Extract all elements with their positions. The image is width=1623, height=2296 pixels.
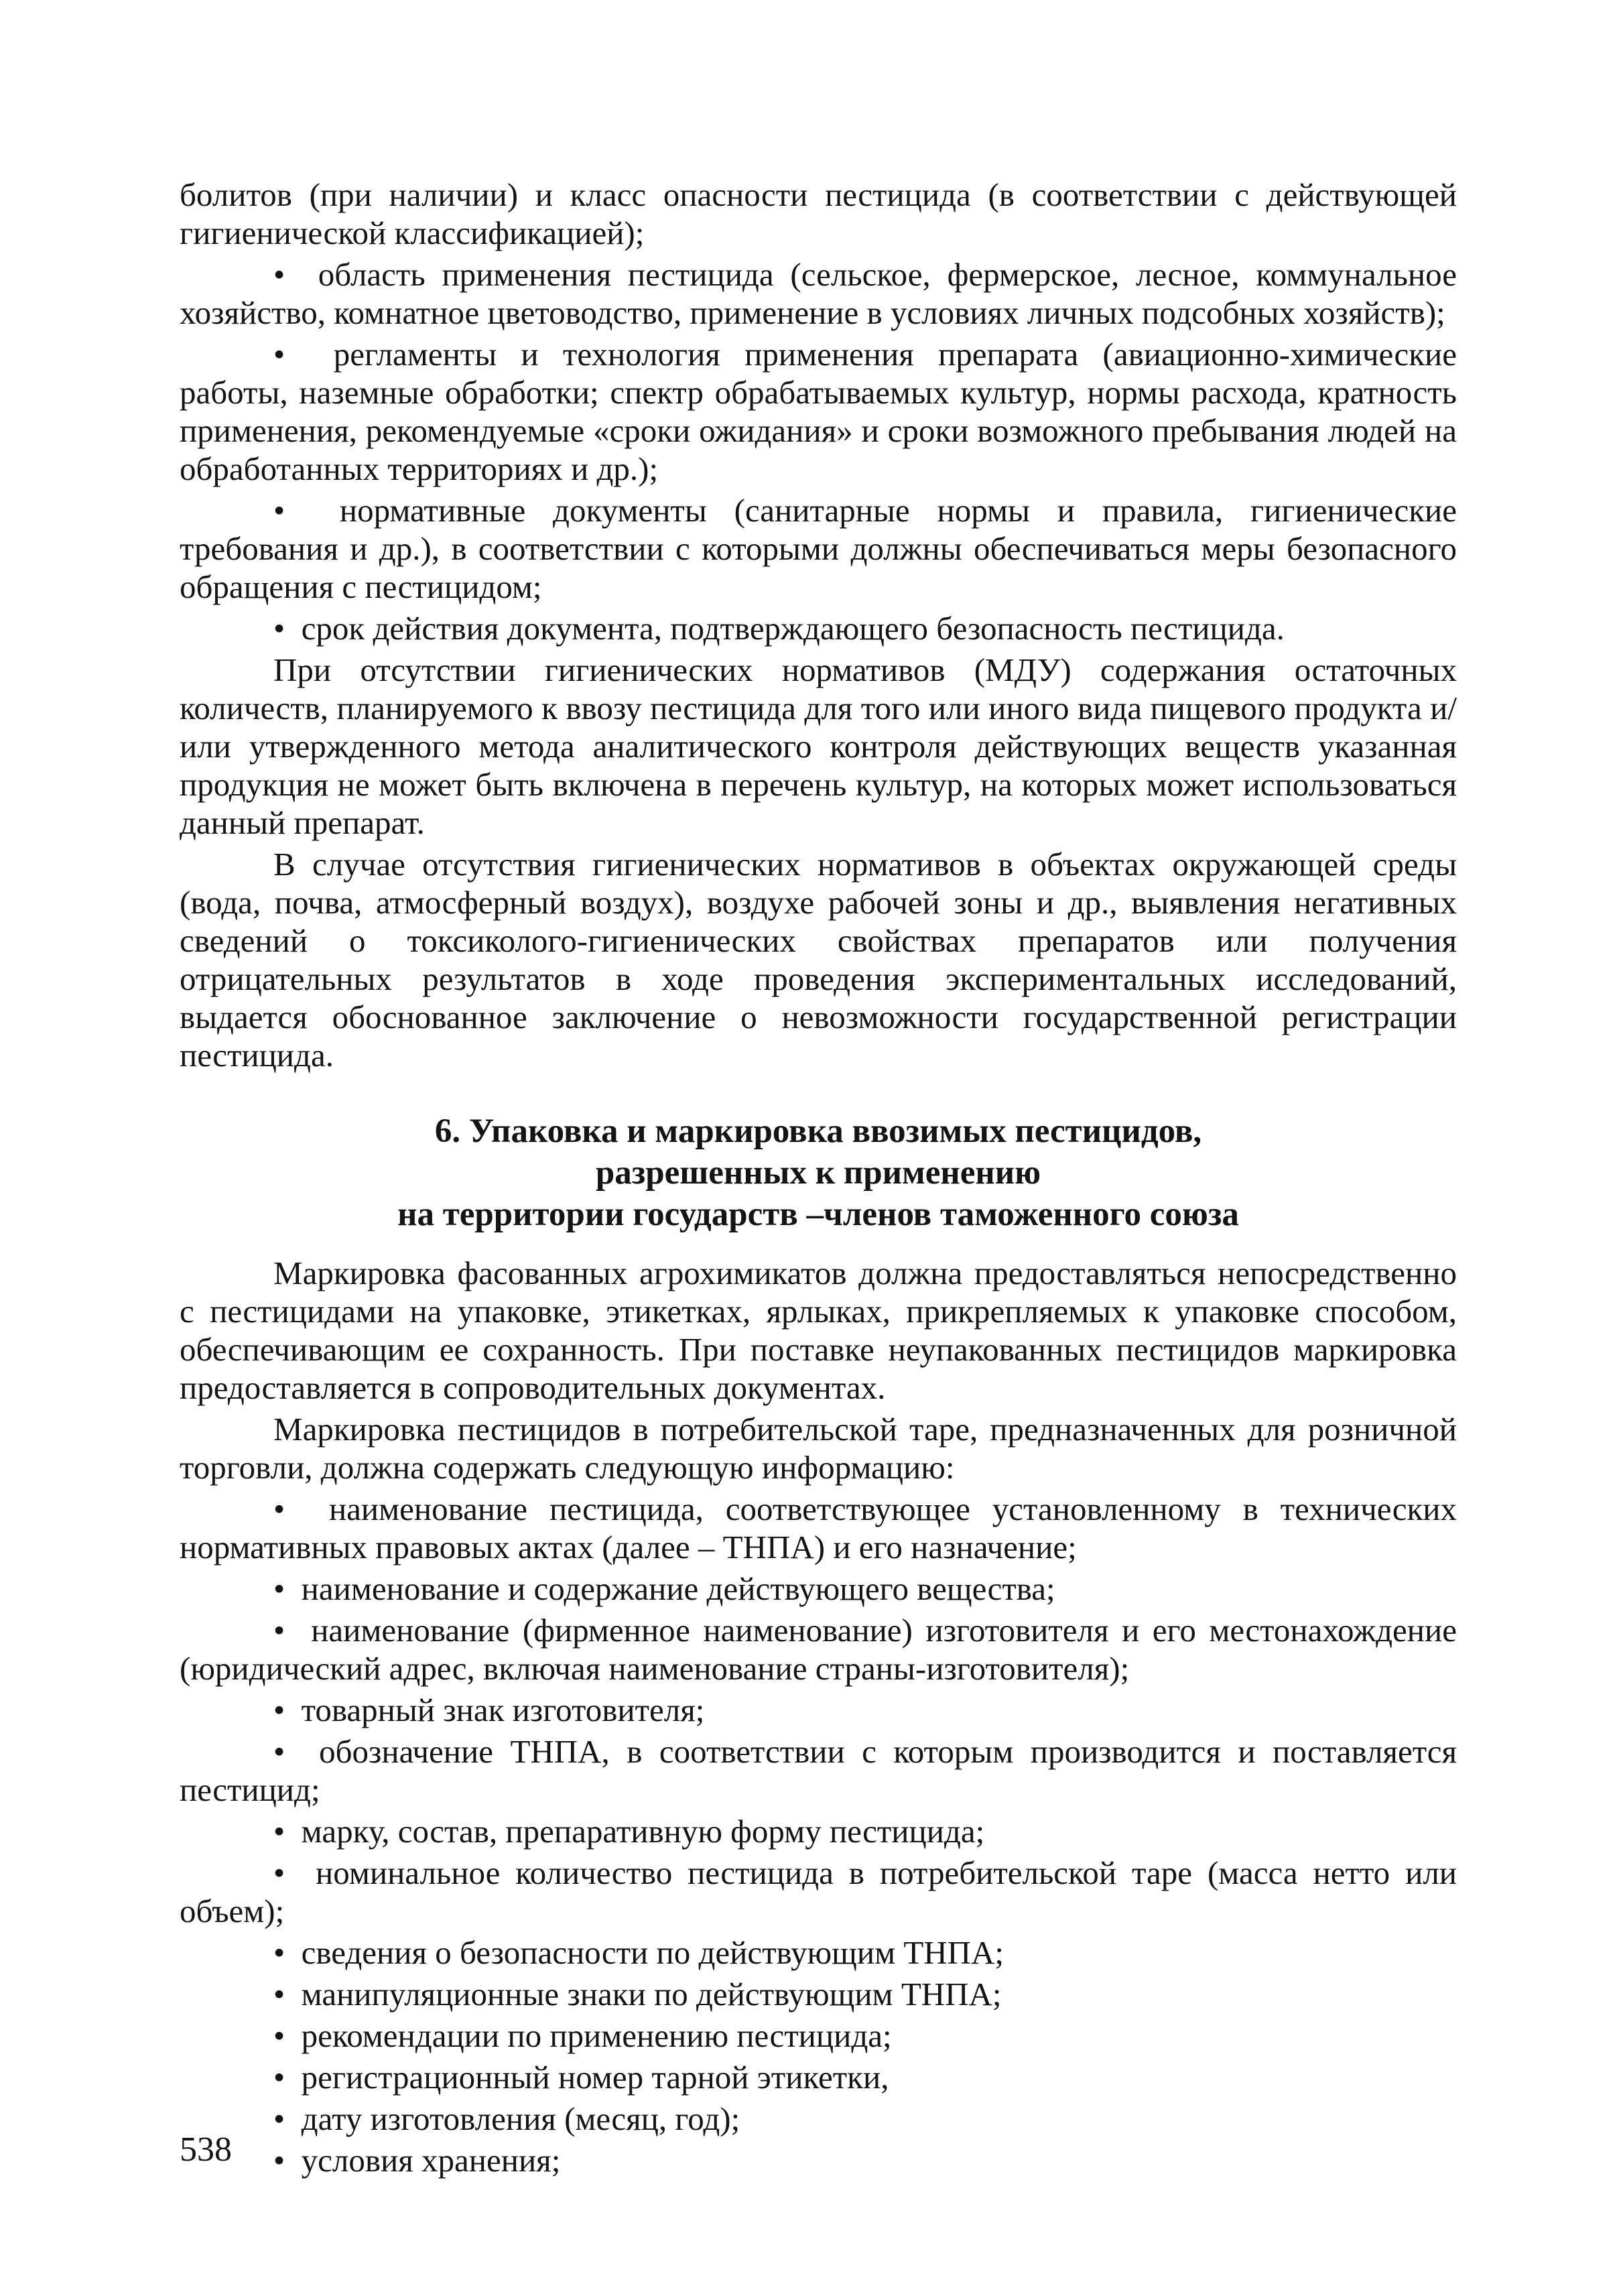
body-paragraph: Маркировка фасованных агрохимикатов должна предоставляться непосредственно с пестицидами на упаковке, этикетках, ярлыках, прикрепляемых к упаковке способом, обеспечивающим ее сохранность. При поставке неупакованных пестицидов маркировка предоставляется в сопроводительных документах. bbox=[180, 1255, 1457, 1406]
page-number: 538 bbox=[180, 2130, 232, 2169]
bullet-item: • наименование и содержание действующего вещества; bbox=[180, 1570, 1457, 1608]
section-heading-line: на территории государств –членов таможенного союза bbox=[397, 1196, 1239, 1233]
bullet-item: • товарный знак изготовителя; bbox=[180, 1691, 1457, 1729]
bullet-item: • обозначение ТНПА, в соответствии с которым производится и поставляется пестицид; bbox=[180, 1732, 1457, 1809]
bullet-item: • дату изготовления (месяц, год); bbox=[180, 2100, 1457, 2138]
continuation-paragraph: болитов (при наличии) и класс опасности пестицида (в соответствии с действующей гигиенической классификацией); bbox=[180, 176, 1457, 251]
bullet-item: • область применения пестицида (сельское, фермерское, лесное, коммунальное хозяйство, комнатное цветоводство, применение в условиях личных подсобных хозяйств); bbox=[180, 255, 1457, 332]
bullet-item: • наименование пестицида, соответствующее установленному в технических нормативных правовых актах (далее – ТНПА) и его назначение; bbox=[180, 1490, 1457, 1566]
body-paragraph: Маркировка пестицидов в потребительской таре, предназначенных для розничной торговли, должна содержать следующую информацию: bbox=[180, 1411, 1457, 1486]
section-heading-line: 6. Упаковка и маркировка ввозимых пестицидов, bbox=[434, 1112, 1202, 1150]
bullet-item: • условия хранения; bbox=[180, 2141, 1457, 2179]
bullet-item: • срок действия документа, подтверждающего безопасность пестицида. bbox=[180, 609, 1457, 647]
section-heading-line: разрешенных к применению bbox=[595, 1154, 1041, 1192]
bullet-item: • регламенты и технология применения препарата (авиационно-химические работы, наземные обработки; спектр обрабатываемых культур, нормы расхода, кратность применения, рекомендуемые «сроки ожидания» и сроки возможного пребывания людей на обработанных территориях и др.); bbox=[180, 335, 1457, 488]
bullet-item: • наименование (фирменное наименование) изготовителя и его местонахождение (юридический адрес, включая наименование страны-изготовителя); bbox=[180, 1611, 1457, 1687]
bullet-item: • манипуляционные знаки по действующим ТНПА; bbox=[180, 1975, 1457, 2013]
page-content bbox=[180, 176, 1457, 2179]
bullet-item: • рекомендации по применению пестицида; bbox=[180, 2017, 1457, 2055]
bullet-item: • нормативные документы (санитарные нормы и правила, гигиенические требования и др.), в соответствии с которыми должны обеспечиваться меры безопасного обращения с пестицидом; bbox=[180, 491, 1457, 606]
section-heading bbox=[180, 1110, 1457, 1235]
bullet-item: • марку, состав, препаративную форму пестицида; bbox=[180, 1812, 1457, 1850]
body-paragraph: При отсутствии гигиенических нормативов (МДУ) содержания остаточных количеств, планируемого к ввозу пестицида для того или иного вида пищевого продукта и/или утвержденного метода аналитического контроля действующих веществ указанная продукция не может быть включена в перечень культур, на которых может использоваться данный препарат. bbox=[180, 651, 1457, 841]
bullet-item: • сведения о безопасности по действующим ТНПА; bbox=[180, 1933, 1457, 1972]
bullet-item: • регистрационный номер тарной этикетки, bbox=[180, 2058, 1457, 2096]
bullet-item: • номинальное количество пестицида в потребительской таре (масса нетто или объем); bbox=[180, 1854, 1457, 1930]
body-paragraph: В случае отсутствия гигиенических нормативов в объектах окружающей среды (вода, почва, атмосферный воздух), воздухе рабочей зоны и др., выявления негативных сведений о токсиколого-гигиенических свойствах препаратов или получения отрицательных результатов в ходе проведения экспериментальных исследований, выдается обоснованное заключение о невозможности государственной регистрации пестицида. bbox=[180, 846, 1457, 1074]
